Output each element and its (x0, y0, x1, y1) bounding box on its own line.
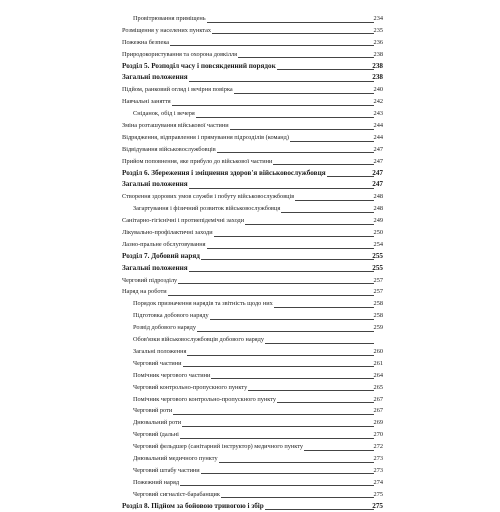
toc-entry (0, 334, 500, 346)
toc-entry (0, 72, 500, 84)
toc-entry-title: Черговий роти (133, 405, 173, 417)
toc-page-number: 236 (373, 38, 383, 46)
toc-entry-title: Черговий контрольно-пропускного пункту (133, 382, 248, 394)
toc-entry (0, 37, 500, 49)
toc-entry-title: Розділ 6. Збереження і зміцнення здоров'я військовослужбовця (122, 168, 327, 180)
toc-page-number: 249 (373, 217, 383, 225)
toc-entry-title: Розділ 7. Добовий наряд (122, 251, 201, 263)
toc-entry (0, 429, 500, 441)
toc-page-number: 250 (373, 229, 383, 237)
toc-page-number: 258 (373, 312, 383, 320)
toc-entry (0, 120, 500, 132)
toc-entry-title: Загартування і фізичний розвиток військовослужбовця (133, 203, 281, 215)
toc-page-number: 254 (373, 240, 383, 248)
toc-entry (0, 358, 500, 370)
toc-entry-title: Розділ 5. Розподіл часу і повсякденний порядок (122, 61, 277, 73)
toc-entry (0, 501, 500, 512)
toc-page-number: 247 (373, 145, 383, 153)
toc-entry-title: Обов'язки військовослужбовців добового наряду (133, 334, 265, 346)
toc-entry-title: Черговий фельдшер (санітарний інструктор) медичного пункту (133, 441, 304, 453)
toc-page-number: 243 (373, 110, 383, 118)
toc-page-number: 255 (372, 263, 383, 272)
toc-entry-title: Помічник чергового частини (133, 370, 211, 382)
toc-entry-title: Підготовка добового наряду (133, 310, 210, 322)
toc-entry (0, 477, 500, 489)
toc-entry (0, 405, 500, 417)
toc-page-number: 247 (372, 180, 383, 189)
toc-entry-title: Розділ 8. Підйом за бойовою тривогою і збір (122, 501, 265, 512)
toc-entry-title: Порядок призначення нарядів та звітність щодо них (133, 298, 274, 310)
toc-page-number: 270 (373, 431, 383, 439)
toc-entry-title: Загальні положення (122, 72, 189, 84)
toc-page-number: 238 (372, 73, 383, 82)
toc-entry (0, 298, 500, 310)
toc-entry-title: Санітарно-гігієнічні і протиепідемічні заходи (122, 215, 245, 227)
toc-page-number: 248 (373, 193, 383, 201)
toc-entry-title: Зміна розташування військової частини (122, 120, 230, 132)
toc-entry-title: Відвідування військовослужбовців (122, 144, 217, 156)
toc-page-number: 248 (373, 205, 383, 213)
toc-entry (0, 156, 500, 168)
toc-entry (0, 61, 500, 73)
toc-entry-title: Днювальний медичного пункту (133, 453, 219, 465)
toc-entry-title: Пожежна безпека (122, 37, 170, 49)
toc-page-number: 238 (372, 61, 383, 70)
toc-entry-title: Лікувально-профілактичні заходи (122, 227, 214, 239)
toc-entry (0, 346, 500, 358)
toc-entry-title: Створення здорових умов служби і побуту військовослужбовців (122, 191, 295, 203)
toc-entry-title: Наряд на роботи (122, 286, 168, 298)
toc-entry (0, 108, 500, 120)
toc-entry (0, 227, 500, 239)
toc-entry (0, 168, 500, 180)
toc-entry-title: Навчальні заняття (122, 96, 172, 108)
toc-entry (0, 144, 500, 156)
toc-entry-title: Черговий частини (133, 358, 183, 370)
toc-page-number: 275 (373, 490, 383, 498)
toc-entry-title: Природокористування та охорона довкілля (122, 49, 238, 61)
toc-page-number: 275 (372, 501, 383, 510)
toc-entry (0, 84, 500, 96)
toc-entry-title: Провітрювання приміщень (133, 13, 207, 25)
toc-entry-title: Помічник чергового контрольно-пропускного пункту (133, 394, 277, 406)
toc-page-number: 260 (373, 347, 383, 355)
toc-entry (0, 25, 500, 37)
toc-page-number: 264 (373, 371, 383, 379)
toc-entry (0, 465, 500, 477)
toc-entry (0, 96, 500, 108)
toc-entry (0, 322, 500, 334)
toc-page-number: 273 (373, 466, 383, 474)
toc-entry (0, 453, 500, 465)
toc-page-number: 267 (373, 407, 383, 415)
toc-entry (0, 239, 500, 251)
toc-page-number: 247 (373, 157, 383, 165)
toc-entry (0, 417, 500, 429)
toc-entry-title: Загальні положення (122, 263, 189, 275)
toc-entry-title: Пожежний наряд (133, 477, 180, 489)
toc-page-number: 242 (373, 98, 383, 106)
toc-entry (0, 179, 500, 191)
toc-entry (0, 203, 500, 215)
toc-entry-title: Сніданок, обід і вечеря (133, 108, 196, 120)
toc-page-number: 269 (373, 419, 383, 427)
toc-entry (0, 215, 500, 227)
table-of-contents (0, 13, 500, 512)
toc-entry (0, 394, 500, 406)
toc-page-number: 235 (373, 26, 383, 34)
toc-entry (0, 251, 500, 263)
toc-entry (0, 310, 500, 322)
toc-page-number: 234 (373, 15, 383, 22)
toc-page-number: 255 (372, 251, 383, 260)
toc-page-number: 272 (373, 443, 383, 451)
toc-page-number: 240 (373, 86, 383, 94)
toc-entry-title: Прийом поповнення, яке прибуло до військової частини (122, 156, 273, 168)
toc-entry (0, 49, 500, 61)
toc-page-number: 257 (373, 276, 383, 284)
toc-page-number: 274 (373, 478, 383, 486)
toc-entry-title: Черговий їдальні (133, 429, 180, 441)
toc-entry (0, 286, 500, 298)
toc-entry-title: Розвід добового наряду (133, 322, 197, 334)
toc-entry-title: Підйом, ранковий огляд і вечірня повірка (122, 84, 234, 96)
toc-entry-title: Відрядження, відправлення і прямування підрозділів (команд) (122, 132, 290, 144)
toc-page-number: 244 (373, 122, 383, 130)
toc-entry (0, 441, 500, 453)
toc-entry-title: Черговий штабу частини (133, 465, 201, 477)
toc-page-number: 258 (373, 300, 383, 308)
toc-page-number: 261 (373, 359, 383, 367)
toc-entry-title: Загальні положення (122, 179, 189, 191)
toc-entry (0, 382, 500, 394)
toc-entry (0, 370, 500, 382)
toc-entry-title: Лазно-пральне обслуговування (122, 239, 207, 251)
toc-page-number: 265 (373, 383, 383, 391)
toc-page-number: 259 (373, 324, 383, 332)
toc-entry-title: Днювальний роти (133, 417, 182, 429)
toc-page-number: 247 (372, 168, 383, 177)
toc-page-number: 238 (373, 50, 383, 58)
toc-page-number: 267 (373, 395, 383, 403)
toc-entry-title: Черговий підрозділу (122, 275, 178, 287)
toc-page-number: 244 (373, 133, 383, 141)
toc-entry-title: Черговий сигналіст-барабанщик (133, 489, 221, 501)
toc-entry-title: Розміщення у населених пунктах (122, 25, 212, 37)
toc-entry (0, 13, 500, 25)
toc-entry-title: Загальні положення (133, 346, 187, 358)
toc-page-number: 273 (373, 454, 383, 462)
toc-page-number: 257 (373, 288, 383, 296)
toc-entry (0, 489, 500, 501)
toc-entry (0, 191, 500, 203)
toc-entry (0, 132, 500, 144)
toc-entry (0, 263, 500, 275)
toc-entry (0, 275, 500, 287)
